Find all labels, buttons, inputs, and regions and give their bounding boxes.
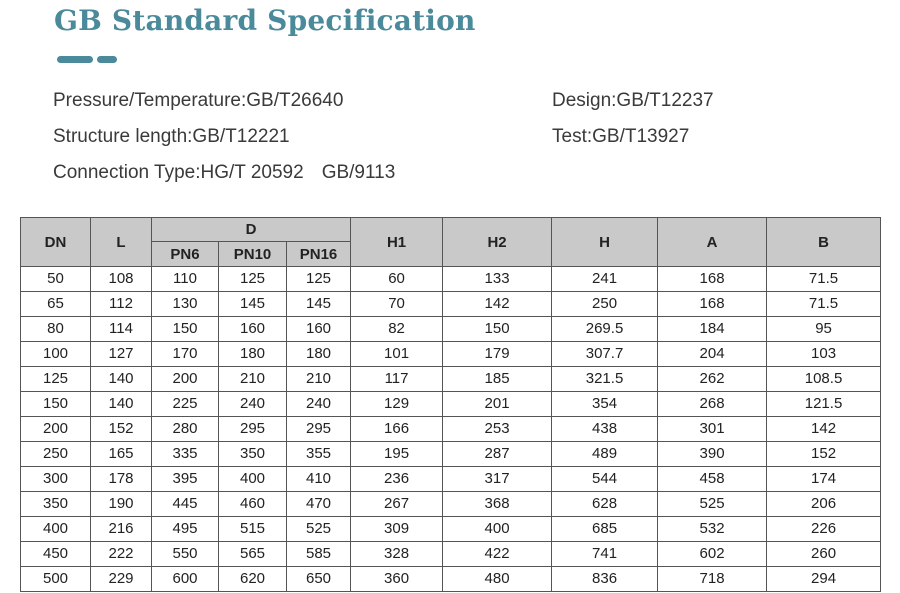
cell-a: 268 [658, 392, 767, 417]
cell-a: 718 [658, 567, 767, 592]
table-row [21, 317, 881, 342]
cell-h: 438 [552, 417, 658, 442]
cell-a: 602 [658, 542, 767, 567]
header-h2: H2 [443, 218, 552, 267]
cell-b: 294 [767, 567, 881, 592]
header-pn16: PN16 [287, 242, 351, 267]
cell-pn6: 550 [152, 542, 219, 567]
cell-pn10: 210 [219, 367, 287, 392]
cell-pn6: 335 [152, 442, 219, 467]
cell-pn6: 495 [152, 517, 219, 542]
cell-h: 741 [552, 542, 658, 567]
cell-h2: 287 [443, 442, 552, 467]
cell-l: 165 [91, 442, 152, 467]
cell-pn16: 145 [287, 292, 351, 317]
cell-h2: 185 [443, 367, 552, 392]
cell-pn6: 445 [152, 492, 219, 517]
cell-b: 71.5 [767, 267, 881, 292]
spec-test: Test:GB/T13927 [552, 126, 690, 147]
cell-l: 127 [91, 342, 152, 367]
cell-l: 140 [91, 392, 152, 417]
cell-h1: 267 [351, 492, 443, 517]
cell-h2: 400 [443, 517, 552, 542]
cell-pn16: 470 [287, 492, 351, 517]
spec-connection-type [53, 162, 395, 184]
cell-pn10: 160 [219, 317, 287, 342]
cell-b: 260 [767, 542, 881, 567]
cell-h1: 101 [351, 342, 443, 367]
cell-h: 354 [552, 392, 658, 417]
cell-l: 114 [91, 317, 152, 342]
cell-pn6: 110 [152, 267, 219, 292]
cell-pn16: 355 [287, 442, 351, 467]
cell-pn10: 565 [219, 542, 287, 567]
cell-a: 458 [658, 467, 767, 492]
cell-h1: 236 [351, 467, 443, 492]
cell-a: 262 [658, 367, 767, 392]
cell-pn10: 145 [219, 292, 287, 317]
cell-a: 184 [658, 317, 767, 342]
cell-dn: 300 [21, 467, 91, 492]
cell-l: 178 [91, 467, 152, 492]
cell-b: 152 [767, 442, 881, 467]
cell-dn: 500 [21, 567, 91, 592]
header-dn: DN [21, 218, 91, 267]
header-h1: H1 [351, 218, 443, 267]
spec-pressure-temperature: Pressure/Temperature:GB/T26640 [53, 90, 344, 111]
cell-h1: 328 [351, 542, 443, 567]
spec-connection-gb: GB/9113 [321, 162, 396, 183]
header-pn10: PN10 [219, 242, 287, 267]
cell-pn16: 585 [287, 542, 351, 567]
cell-pn16: 125 [287, 267, 351, 292]
table-row [21, 517, 881, 542]
table-row [21, 267, 881, 292]
header-pn6: PN6 [152, 242, 219, 267]
cell-b: 108.5 [767, 367, 881, 392]
cell-h1: 129 [351, 392, 443, 417]
cell-pn16: 525 [287, 517, 351, 542]
cell-pn6: 225 [152, 392, 219, 417]
cell-h: 836 [552, 567, 658, 592]
cell-pn6: 150 [152, 317, 219, 342]
cell-a: 204 [658, 342, 767, 367]
header-h: H [552, 218, 658, 267]
underline-dash-long [57, 56, 93, 63]
cell-b: 174 [767, 467, 881, 492]
cell-dn: 250 [21, 442, 91, 467]
spec-table-container [20, 217, 880, 592]
cell-h: 241 [552, 267, 658, 292]
table-row [21, 467, 881, 492]
cell-h: 269.5 [552, 317, 658, 342]
spec-table [20, 217, 881, 592]
cell-h1: 70 [351, 292, 443, 317]
cell-h1: 60 [351, 267, 443, 292]
cell-l: 222 [91, 542, 152, 567]
cell-pn16: 295 [287, 417, 351, 442]
cell-pn16: 240 [287, 392, 351, 417]
cell-l: 190 [91, 492, 152, 517]
cell-h2: 133 [443, 267, 552, 292]
cell-h: 250 [552, 292, 658, 317]
cell-h: 321.5 [552, 367, 658, 392]
cell-a: 301 [658, 417, 767, 442]
cell-h2: 368 [443, 492, 552, 517]
cell-l: 112 [91, 292, 152, 317]
cell-h: 685 [552, 517, 658, 542]
cell-l: 229 [91, 567, 152, 592]
header-b: B [767, 218, 881, 267]
cell-h2: 179 [443, 342, 552, 367]
cell-h2: 317 [443, 467, 552, 492]
cell-dn: 125 [21, 367, 91, 392]
cell-dn: 400 [21, 517, 91, 542]
cell-pn6: 280 [152, 417, 219, 442]
cell-pn16: 180 [287, 342, 351, 367]
cell-h1: 195 [351, 442, 443, 467]
cell-l: 216 [91, 517, 152, 542]
cell-pn6: 130 [152, 292, 219, 317]
spec-connection-hg: Connection Type:HG/T 20592 [53, 162, 304, 183]
cell-pn10: 240 [219, 392, 287, 417]
cell-pn6: 600 [152, 567, 219, 592]
cell-l: 140 [91, 367, 152, 392]
cell-b: 142 [767, 417, 881, 442]
cell-pn16: 160 [287, 317, 351, 342]
cell-b: 226 [767, 517, 881, 542]
cell-a: 168 [658, 292, 767, 317]
spec-design: Design:GB/T12237 [552, 90, 714, 111]
cell-h2: 150 [443, 317, 552, 342]
cell-a: 532 [658, 517, 767, 542]
cell-b: 121.5 [767, 392, 881, 417]
cell-h1: 166 [351, 417, 443, 442]
cell-h: 307.7 [552, 342, 658, 367]
cell-l: 108 [91, 267, 152, 292]
cell-h: 628 [552, 492, 658, 517]
cell-pn10: 295 [219, 417, 287, 442]
cell-pn10: 125 [219, 267, 287, 292]
cell-pn6: 200 [152, 367, 219, 392]
cell-pn10: 515 [219, 517, 287, 542]
cell-h1: 117 [351, 367, 443, 392]
cell-h2: 480 [443, 567, 552, 592]
cell-pn6: 170 [152, 342, 219, 367]
table-row [21, 442, 881, 467]
cell-pn16: 210 [287, 367, 351, 392]
cell-pn16: 650 [287, 567, 351, 592]
cell-h1: 82 [351, 317, 443, 342]
cell-h: 544 [552, 467, 658, 492]
table-row [21, 417, 881, 442]
cell-h2: 142 [443, 292, 552, 317]
table-row [21, 392, 881, 417]
cell-a: 525 [658, 492, 767, 517]
cell-b: 71.5 [767, 292, 881, 317]
cell-pn6: 395 [152, 467, 219, 492]
cell-dn: 200 [21, 417, 91, 442]
cell-h2: 201 [443, 392, 552, 417]
spec-table-body [21, 267, 881, 592]
cell-l: 152 [91, 417, 152, 442]
page-title: GB Standard Specification [54, 4, 476, 37]
cell-pn16: 410 [287, 467, 351, 492]
cell-pn10: 400 [219, 467, 287, 492]
cell-pn10: 460 [219, 492, 287, 517]
cell-b: 103 [767, 342, 881, 367]
cell-h1: 360 [351, 567, 443, 592]
cell-pn10: 620 [219, 567, 287, 592]
spec-structure-length: Structure length:GB/T12221 [53, 126, 290, 147]
cell-dn: 50 [21, 267, 91, 292]
header-a: A [658, 218, 767, 267]
cell-pn10: 180 [219, 342, 287, 367]
cell-dn: 80 [21, 317, 91, 342]
underline-dash-short [97, 56, 117, 63]
cell-a: 390 [658, 442, 767, 467]
cell-h2: 422 [443, 542, 552, 567]
table-row [21, 567, 881, 592]
cell-b: 95 [767, 317, 881, 342]
header-d: D [152, 218, 351, 242]
table-row [21, 492, 881, 517]
cell-dn: 350 [21, 492, 91, 517]
cell-b: 206 [767, 492, 881, 517]
cell-dn: 100 [21, 342, 91, 367]
cell-h1: 309 [351, 517, 443, 542]
table-row [21, 292, 881, 317]
cell-dn: 150 [21, 392, 91, 417]
cell-h2: 253 [443, 417, 552, 442]
cell-h: 489 [552, 442, 658, 467]
header-l: L [91, 218, 152, 267]
cell-dn: 65 [21, 292, 91, 317]
cell-pn10: 350 [219, 442, 287, 467]
table-row [21, 367, 881, 392]
cell-dn: 450 [21, 542, 91, 567]
cell-a: 168 [658, 267, 767, 292]
table-row [21, 542, 881, 567]
table-row [21, 342, 881, 367]
